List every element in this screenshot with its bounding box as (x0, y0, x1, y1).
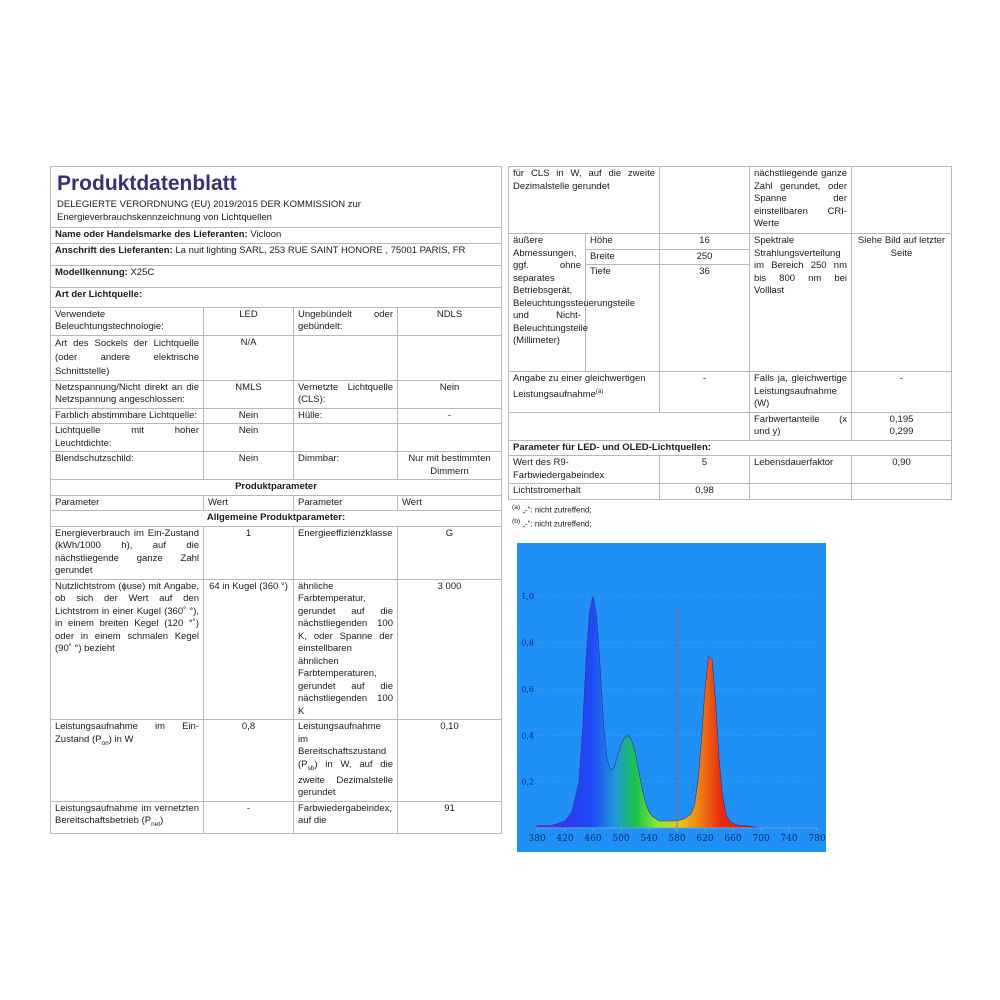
table-row: Wert des R9-Farbwiedergabeindex 5 Lebensdauerfaktor 0,90 (509, 456, 952, 484)
table-row: für CLS in W, auf die zweite Dezimalstelle gerundet nächstliegende ganze Zahl gerundet, oder Spanne der einstellbaren CRI-Werte (509, 167, 952, 234)
y-tick-label: 0,8 (521, 638, 534, 648)
y-tick-label: 1,0 (521, 592, 534, 602)
y-axis-ticks (521, 592, 534, 786)
light-source-type-heading: Art der Lichtquelle: (51, 287, 502, 307)
x-tick-label: 460 (584, 834, 602, 844)
table-row: Farbwertanteile (x und y) 0,195 0,299 (509, 412, 952, 440)
x-tick-label: 660 (724, 834, 742, 844)
product-params-heading: Produktparameter (51, 480, 502, 496)
regulation-text: DELEGIERTE VERORDNUNG (EU) 2019/2015 DER KOMMISSION zur Energieverbrauchskennzeichnung von Lichtquellen (57, 199, 361, 223)
supplier-address-row: Anschrift des Lieferanten: La nuit lighting SARL, 253 RUE SAINT HONORE , 75001 PARIS, FR (51, 243, 502, 265)
table-row: Tiefe 36 (509, 265, 952, 372)
datasheet-right-panel (508, 166, 951, 538)
x-axis-ticks (528, 828, 825, 844)
table-row: Breite 250 (509, 249, 952, 265)
table-row: Verwendete Beleuchtungstechnologie: LED Ungebündelt oder gebündelt: NDLS (51, 307, 502, 335)
x-tick-label: 500 (612, 834, 630, 844)
datasheet-left-panel (50, 166, 501, 850)
x-tick-label: 580 (668, 834, 686, 844)
x-tick-label: 780 (808, 834, 826, 844)
x-tick-label: 740 (780, 834, 798, 844)
table-row: Leistungsaufnahme im vernetzten Bereitschaftsbetrieb $(P_{net})$ - Farbwiedergabeindex, auf die 91 (51, 801, 502, 833)
page-title: Produktdatenblatt (57, 172, 237, 195)
table-row: Blendschutzschild: Nein Dimmbar: Nur mit bestimmten Dimmern (51, 452, 502, 480)
y-tick-label: 0,2 (521, 777, 534, 787)
table-row: Lichtstromerhalt 0,98 (509, 484, 952, 500)
spectrum-chart (517, 543, 826, 852)
chromaticity-y: 0,299 (889, 426, 914, 437)
x-tick-label: 540 (640, 834, 658, 844)
column-header-row: Parameter Wert Parameter Wert (51, 495, 502, 511)
datasheet-table (50, 166, 502, 834)
datasheet-continued-table (508, 166, 952, 500)
y-tick-label: 0,4 (521, 731, 534, 741)
table-row: Energieverbrauch im Ein-Zustand (kWh/1000 h), auf die nächstliegende ganze Zahl gerundet 1 Energieeffizienzklasse G (51, 526, 502, 579)
led-params-heading: Parameter für LED- und OLED-Lichtquellen: (509, 440, 952, 456)
model-id: X25C (130, 266, 155, 278)
table-row: Leistungsaufnahme im Ein-Zustand $(P_{on})$ in W 0,8 Leistungsaufnahme im Bereitschaftszustand $(P_{sb})$ in W, auf die zweite Dezimalstelle gerundet 0,10 (51, 720, 502, 802)
table-row: Netzspannung/Nicht direkt an die Netzspannung angeschlossen: NMLS Vernetzte Lichtquelle (CLS): Nein (51, 380, 502, 408)
general-params-heading: Allgemeine Produktparameter: (51, 511, 502, 527)
x-tick-label: 420 (556, 834, 574, 844)
model-row: Modellkennung: X25C (51, 265, 502, 287)
x-tick-label: 620 (696, 834, 714, 844)
chromaticity-x: 0,195 (889, 413, 914, 425)
supplier-name-row: Name oder Handelsmarke des Lieferanten: Vicloon (51, 228, 502, 244)
table-row: Nutzlichtstrom (ϕuse) mit Angabe, ob sich der Wert auf den Lichtstrom in einer Kugel (360˚ °), in einem breiten Kegel (120 °˚) oder in einem schmalen Kegel (90˚ °) bezieht 64 in Kugel (360 °) ähnliche Farbtemperatur, gerundet auf die nächstliegenden 100 K, oder Spanne der einstellbaren ähnlichen Farbtemperaturen, gerundet auf die nächstliegenden 100 K 3 000 (51, 579, 502, 720)
table-row: äußere Abmessungen, ggf. ohne separates Betriebsgerät, Beleuchtungssteuerungsteile und Nicht-Beleuchtungsteile (Millimeter) Höhe 16 Spektrale Strahlungsverteilung im Bereich 250 nm bis 800 nm bei Volllast Siehe Bild auf letzter Seite (509, 234, 952, 250)
x-tick-label: 380 (528, 834, 546, 844)
x-tick-label: 700 (752, 834, 770, 844)
table-row: Angabe zu einer gleichwertigen Leistungsaufnahme$^{(a)}$ - Falls ja, gleichwertige Leistungsaufnahme (W) - (509, 372, 952, 413)
footnote-b: $^{(b)}$ „-“: nicht zutreffend; (512, 518, 592, 529)
supplier-name: Vicloon (250, 229, 282, 240)
table-row: Farblich abstimmbare Lichtquelle: Nein Hülle: - (51, 408, 502, 424)
spectrum-plot (517, 543, 826, 852)
table-row: Art des Sockels der Lichtquelle (oder andere elektrische Schnittstelle) N/A (51, 335, 502, 380)
table-row: Lichtquelle mit hoher Leuchtdichte: Nein (51, 424, 502, 452)
supplier-address: La nuit lighting SARL, 253 RUE SAINT HONORE , 75001 PARIS, FR (175, 244, 466, 256)
footnote-a: $^{(a)}$ „-“: nicht zutreffend; (512, 503, 592, 515)
y-tick-label: 0,6 (521, 684, 534, 694)
